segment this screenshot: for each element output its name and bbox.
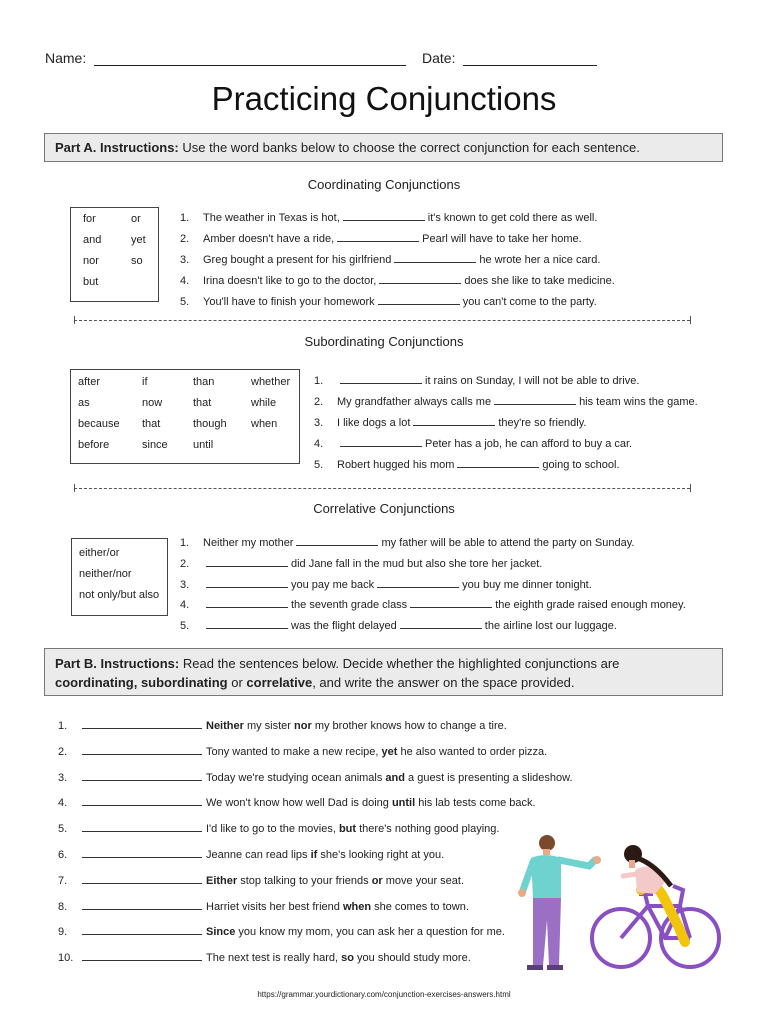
- bank-word: nor: [83, 255, 99, 267]
- sentence-text: you pay me back: [291, 578, 375, 591]
- item-number: 6.: [58, 848, 68, 861]
- part-b-item: [58, 795, 573, 821]
- bank-word: [251, 439, 301, 451]
- item-number: 3.: [58, 771, 68, 784]
- highlighted-conjunction: but: [338, 823, 357, 836]
- highlighted-conjunction: Since: [206, 926, 236, 939]
- sentence-text: was the flight delayed: [291, 620, 397, 633]
- sentence: [180, 616, 686, 637]
- answer-blank[interactable]: [494, 395, 576, 405]
- sentence-text: Irina doesn't like to go to the doctor,: [203, 275, 377, 287]
- item-text: she comes to town.: [371, 900, 469, 913]
- answer-blank[interactable]: [82, 848, 202, 858]
- sentence-number: 5.: [180, 296, 190, 308]
- part-b-instructions: [44, 648, 723, 696]
- item-text: my brother knows how to change a tire.: [311, 720, 507, 732]
- sentence-text: going to school.: [542, 459, 620, 471]
- part-b-items: [58, 718, 573, 976]
- part-b-item: [58, 950, 573, 976]
- answer-blank[interactable]: [457, 458, 539, 468]
- sentence: [180, 250, 615, 271]
- sentence-number: 1.: [180, 212, 190, 224]
- highlighted-conjunction: so: [341, 952, 354, 965]
- answer-blank[interactable]: [413, 416, 495, 426]
- sentence-text: the airline lost our luggage.: [484, 620, 617, 633]
- coordinating-heading: Coordinating Conjunctions: [307, 177, 461, 192]
- answer-blank[interactable]: [296, 536, 378, 546]
- sentence: [314, 434, 698, 455]
- sentence-number: 4.: [180, 599, 190, 612]
- sentence-text: The weather in Texas is hot,: [203, 212, 340, 224]
- divider-1: [74, 320, 690, 321]
- item-number: 8.: [58, 900, 68, 913]
- part-b-or: or: [231, 675, 243, 690]
- subordinating-heading: Subordinating Conjunctions: [304, 334, 464, 349]
- answer-blank[interactable]: [82, 874, 202, 884]
- date-label: Date:: [422, 50, 456, 66]
- sentence-text: my father will be able to attend the party on Sunday.: [381, 537, 635, 549]
- part-b-text-2: , and write the answer on the space provided.: [312, 675, 575, 690]
- sentence: [180, 554, 686, 575]
- item-text: I'd like to go to the movies,: [206, 823, 339, 836]
- answer-blank[interactable]: [82, 900, 202, 910]
- bank-word: because: [78, 418, 120, 430]
- part-b-item: [58, 770, 573, 796]
- sentence-number: 2.: [180, 557, 190, 570]
- sentence: [314, 392, 698, 413]
- sentence-text: Amber doesn't have a ride,: [203, 233, 335, 245]
- bank-word: neither/nor: [79, 568, 132, 580]
- part-a-label: Part A. Instructions:: [55, 140, 179, 155]
- correlative-sentences: [180, 533, 686, 637]
- sentence-text: you buy me dinner tonight.: [462, 578, 592, 591]
- divider-2: [74, 488, 690, 489]
- sentence: [180, 208, 615, 229]
- sentence-text: Pearl will have to take her home.: [422, 233, 582, 245]
- sentence-number: 2.: [180, 233, 190, 245]
- answer-blank[interactable]: [82, 925, 202, 935]
- answer-blank[interactable]: [377, 578, 459, 588]
- sentence-text: does she like to take medicine.: [464, 275, 615, 287]
- part-b-item: [58, 847, 573, 873]
- item-text: Jeanne can read lips: [206, 848, 311, 861]
- bank-word: that: [193, 397, 212, 409]
- sentence-number: 1.: [180, 537, 190, 549]
- sentence-text: he wrote her a nice card.: [479, 254, 601, 266]
- sentence: [180, 271, 615, 292]
- item-text: my sister: [243, 720, 295, 732]
- item-text: Harriet visits her best friend: [206, 900, 343, 913]
- sentence-text: Neither my mother: [203, 537, 294, 549]
- sentence: [314, 455, 698, 476]
- item-text: move your seat.: [382, 874, 465, 887]
- name-field: [45, 50, 406, 66]
- divider-tick: [690, 316, 691, 324]
- sentence-text: they're so friendly.: [498, 417, 587, 429]
- item-number: 9.: [58, 926, 68, 939]
- answer-blank[interactable]: [206, 578, 288, 588]
- part-b-bold-2: correlative: [246, 675, 313, 690]
- sentence-text: My grandfather always calls me: [337, 396, 492, 408]
- item-number: 7.: [58, 874, 68, 887]
- answer-blank[interactable]: [206, 619, 288, 629]
- coordinating-word-bank: [70, 207, 159, 302]
- answer-blank[interactable]: [340, 374, 422, 384]
- sentence-text: you can't come to the party.: [462, 296, 597, 308]
- bank-word: and: [83, 234, 102, 246]
- subordinating-word-bank: [70, 369, 300, 464]
- answer-blank[interactable]: [394, 253, 476, 263]
- item-text: he also wanted to order pizza.: [397, 745, 548, 758]
- bank-word: for: [83, 213, 96, 225]
- sentence: [180, 533, 686, 554]
- sentence-text: Greg bought a present for his girlfriend: [203, 254, 392, 266]
- item-text: stop talking to your friends: [237, 874, 372, 887]
- sentence: [314, 413, 698, 434]
- sentence-number: 1.: [314, 375, 324, 387]
- part-b-item: [58, 821, 573, 847]
- highlighted-conjunction: or: [371, 874, 383, 887]
- sentence-number: 4.: [180, 275, 190, 287]
- part-b-item: [58, 899, 573, 925]
- answer-blank[interactable]: [410, 598, 492, 608]
- sentence-text: it's known to get cold there as well.: [427, 212, 598, 224]
- bank-word: if: [142, 376, 148, 388]
- sentence-text: the eighth grade raised enough money.: [495, 599, 686, 612]
- sentence-text: I like dogs a lot: [337, 417, 411, 429]
- sentence-text: Peter has a job, he can afford to buy a car.: [425, 438, 633, 450]
- sentence-number: 3.: [314, 417, 324, 429]
- sentence-number: 5.: [314, 459, 324, 471]
- part-b-bold-1: coordinating, subordinating: [55, 675, 228, 690]
- sentence: [180, 595, 686, 616]
- answer-blank[interactable]: [82, 719, 202, 729]
- name-label: Name:: [45, 50, 87, 66]
- item-number: 1.: [58, 720, 68, 732]
- sentence: [180, 292, 615, 313]
- bank-word: not only/but also: [79, 589, 160, 601]
- bank-word: since: [142, 439, 168, 451]
- name-line[interactable]: [94, 65, 406, 66]
- item-text: you know my mom, you can ask her a question for me.: [235, 926, 505, 939]
- answer-blank[interactable]: [340, 437, 422, 447]
- highlighted-conjunction: until: [391, 797, 416, 810]
- item-text: a guest is presenting a slideshow.: [404, 771, 573, 784]
- sentence-text: did Jane fall in the mud but also she tore her jacket.: [291, 557, 543, 570]
- sentence: [180, 575, 686, 596]
- item-text: The next test is really hard,: [206, 952, 342, 965]
- bank-word: while: [251, 397, 277, 409]
- highlighted-conjunction: Either: [206, 874, 238, 887]
- bike-illustration: [505, 830, 725, 978]
- sentence-number: 4.: [314, 438, 324, 450]
- answer-blank[interactable]: [82, 796, 202, 806]
- part-b-item: [58, 744, 573, 770]
- highlighted-conjunction: Neither: [206, 720, 244, 732]
- part-a-text: Use the word banks below to choose the correct conjunction for each sentence.: [182, 140, 640, 155]
- man-figure: [518, 835, 601, 970]
- sentence-text: his team wins the game.: [579, 396, 698, 408]
- bank-word: now: [142, 397, 163, 409]
- sentence-text: it rains on Sunday, I will not be able to drive.: [425, 375, 640, 387]
- divider-tick: [690, 484, 691, 492]
- item-number: 5.: [58, 823, 68, 836]
- sentence-text: the seventh grade class: [291, 599, 408, 612]
- sentence-number: 5.: [180, 620, 190, 633]
- item-text: she's looking right at you.: [317, 848, 445, 861]
- correlative-word-bank: [71, 538, 168, 616]
- sentence-number: 2.: [314, 396, 324, 408]
- bank-word: that: [142, 418, 161, 430]
- sentence-text: You'll have to finish your homework: [203, 296, 375, 308]
- date-line[interactable]: [463, 65, 597, 66]
- item-number: 4.: [58, 797, 68, 810]
- item-text: We won't know how well Dad is doing: [206, 797, 392, 810]
- highlighted-conjunction: yet: [381, 745, 398, 758]
- answer-blank[interactable]: [379, 274, 461, 284]
- page-title: Practicing Conjunctions: [211, 80, 557, 117]
- item-text: Tony wanted to make a new recipe,: [206, 745, 382, 758]
- sentence-text: Robert hugged his mom: [337, 459, 455, 471]
- answer-blank[interactable]: [343, 211, 425, 221]
- bank-word: yet: [131, 234, 146, 246]
- highlighted-conjunction: nor: [294, 720, 312, 732]
- highlighted-conjunction: if: [310, 848, 318, 861]
- sentence: [180, 229, 615, 250]
- answer-blank[interactable]: [378, 295, 460, 305]
- answer-blank[interactable]: [82, 745, 202, 755]
- part-a-instructions: [44, 133, 723, 162]
- bank-word: either/or: [79, 547, 120, 559]
- item-number: 2.: [58, 745, 68, 758]
- bank-word: or: [131, 213, 141, 225]
- part-b-item: [58, 873, 573, 899]
- answer-blank[interactable]: [82, 951, 202, 961]
- footer-url[interactable]: https://grammar.yourdictionary.com/conjunction-exercises-answers.html: [257, 990, 511, 999]
- date-field: [422, 50, 597, 66]
- highlighted-conjunction: when: [342, 900, 372, 913]
- bank-word: when: [251, 418, 278, 430]
- answer-blank[interactable]: [82, 822, 202, 832]
- sentence-number: 3.: [180, 578, 190, 591]
- highlighted-conjunction: and: [385, 771, 405, 784]
- bank-word: until: [193, 439, 214, 451]
- part-b-item: [58, 924, 573, 950]
- answer-blank[interactable]: [400, 619, 482, 629]
- item-text: his lab tests come back.: [415, 797, 536, 810]
- item-text: you should study more.: [353, 952, 471, 965]
- item-text: there's nothing good playing.: [356, 823, 500, 836]
- bank-word: before: [78, 439, 110, 451]
- woman-on-bike: [592, 845, 719, 967]
- bank-word: than: [193, 376, 215, 388]
- bank-word: after: [78, 376, 101, 388]
- coordinating-sentences: [180, 208, 615, 313]
- bank-word: as: [78, 397, 90, 409]
- part-b-item: [58, 718, 573, 744]
- correlative-heading: Correlative Conjunctions: [313, 501, 455, 516]
- sentence: [314, 371, 698, 392]
- part-b-text: Read the sentences below. Decide whether the highlighted conjunctions are: [182, 656, 620, 671]
- bank-word: but: [83, 276, 99, 288]
- answer-blank[interactable]: [206, 598, 288, 608]
- answer-blank[interactable]: [337, 232, 419, 242]
- sentence-number: 3.: [180, 254, 190, 266]
- bank-word: though: [193, 418, 227, 430]
- bank-word: whether: [251, 376, 291, 388]
- bank-word: so: [131, 255, 143, 267]
- item-text: Today we're studying ocean animals: [206, 771, 386, 784]
- item-number: 10.: [58, 952, 74, 965]
- part-b-label: Part B. Instructions:: [55, 656, 180, 671]
- answer-blank[interactable]: [206, 557, 288, 567]
- subordinating-sentences: [314, 371, 698, 476]
- answer-blank[interactable]: [82, 771, 202, 781]
